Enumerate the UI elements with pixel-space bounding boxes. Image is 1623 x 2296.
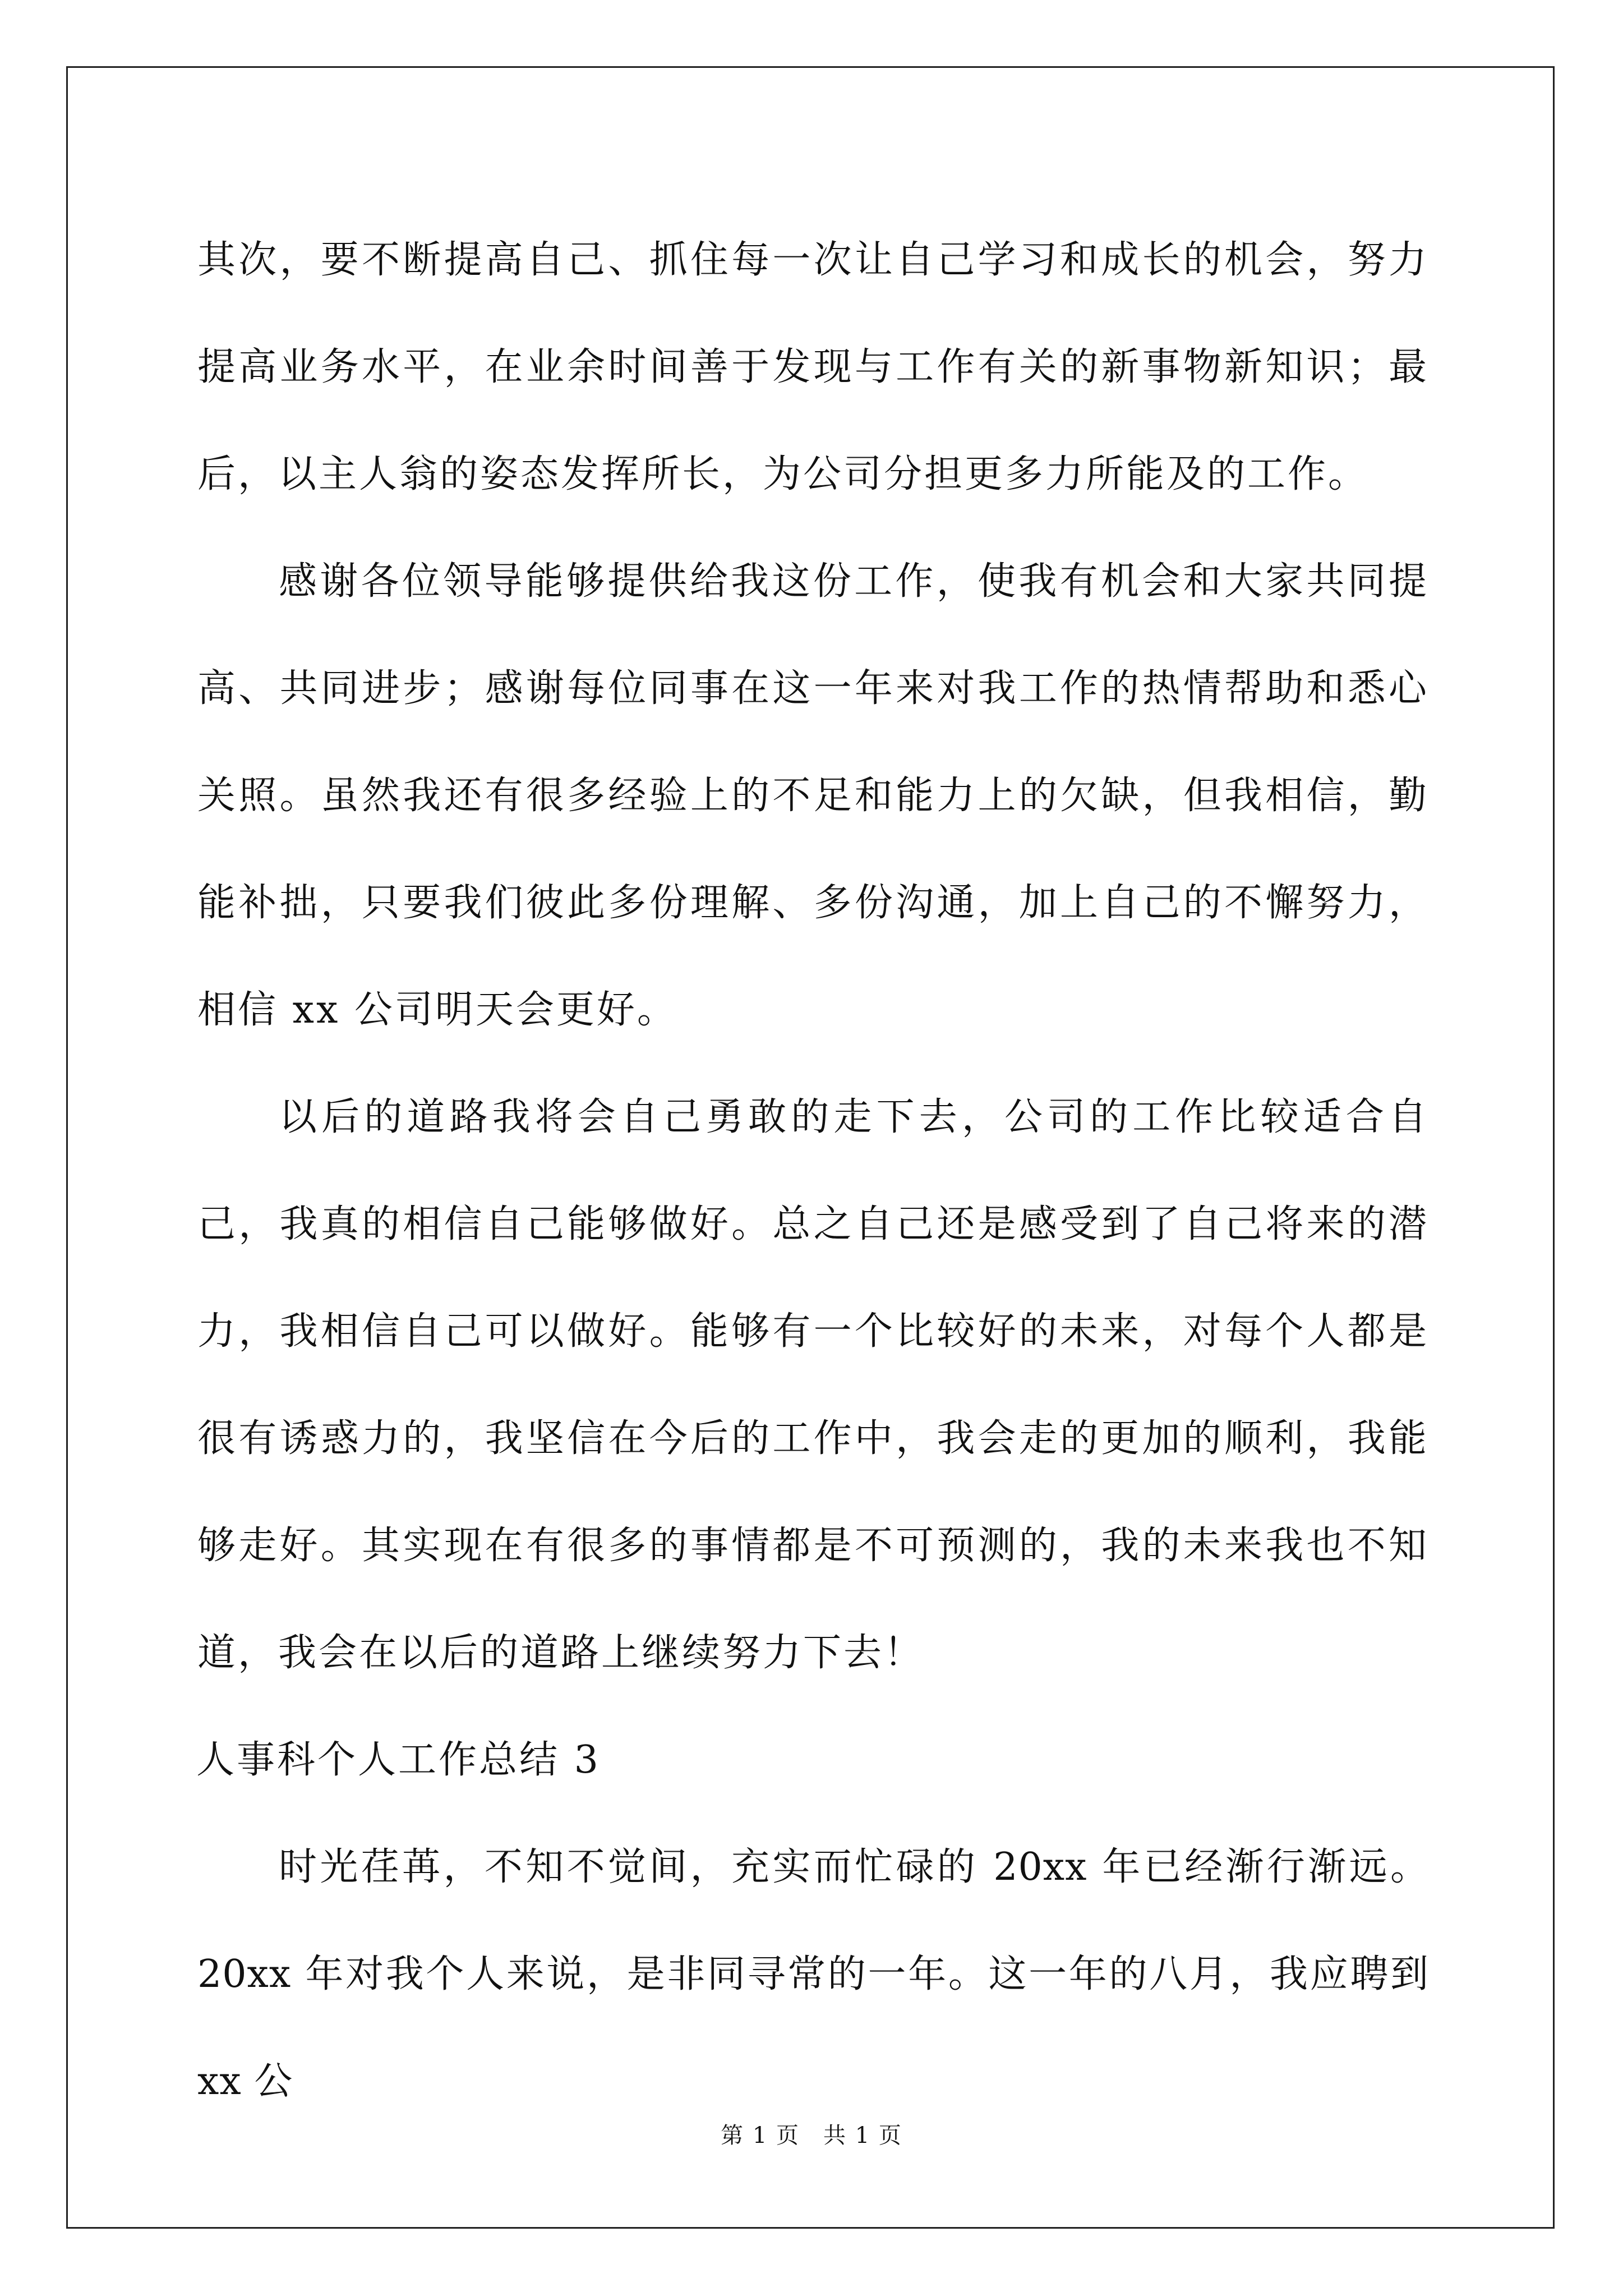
section-heading: 人事科个人工作总结 3 [196, 1738, 601, 1782]
paragraph-continuation: 其次，要不断提高自己、抓住每一次让自己学习和成长的机会，努力提高业务水平，在业余时间善于发现与工作有关的新事物新知识；最后，以主人翁的姿态发挥所长，为公司分担更多力所能及的工作。 [197, 238, 1429, 496]
paragraph-future: 以后的道路我将会自己勇敢的走下去，公司的工作比较适合自己，我真的相信自己能够做好。总之自己还是感受到了自己将来的潜力，我相信自己可以做好。能够有一个比较好的未来，对每个人都是很有诱惑力的，我坚信在今后的工作中，我会走的更加的顺利，我能够走好。其实现在有很多的事情都是不可预测的，我的未来我也不知道，我会在以后的道路上继续努力下去！ [197, 1095, 1429, 1675]
paragraph-thanks: 感谢各位领导能够提供给我这份工作，使我有机会和大家共同提高、共同进步；感谢每位同事在这一年来对我工作的热情帮助和悉心关照。虽然我还有很多经验上的不足和能力上的欠缺，但我相信，勤能补拙，只要我们彼此多份理解、多份沟通，加上自己的不懈努力，相信 xx 公司明天会更好。 [197, 559, 1429, 1032]
paragraph-section-intro: 时光荏苒，不知不觉间，充实而忙碌的 20xx 年已经渐行渐远。20xx 年对我个人来说，是非同寻常的一年。这一年的八月，我应聘到 xx 公 [197, 1845, 1429, 2104]
page-footer: 第 1 页 共 1 页 [721, 2123, 902, 2148]
document-body [197, 206, 1429, 2135]
